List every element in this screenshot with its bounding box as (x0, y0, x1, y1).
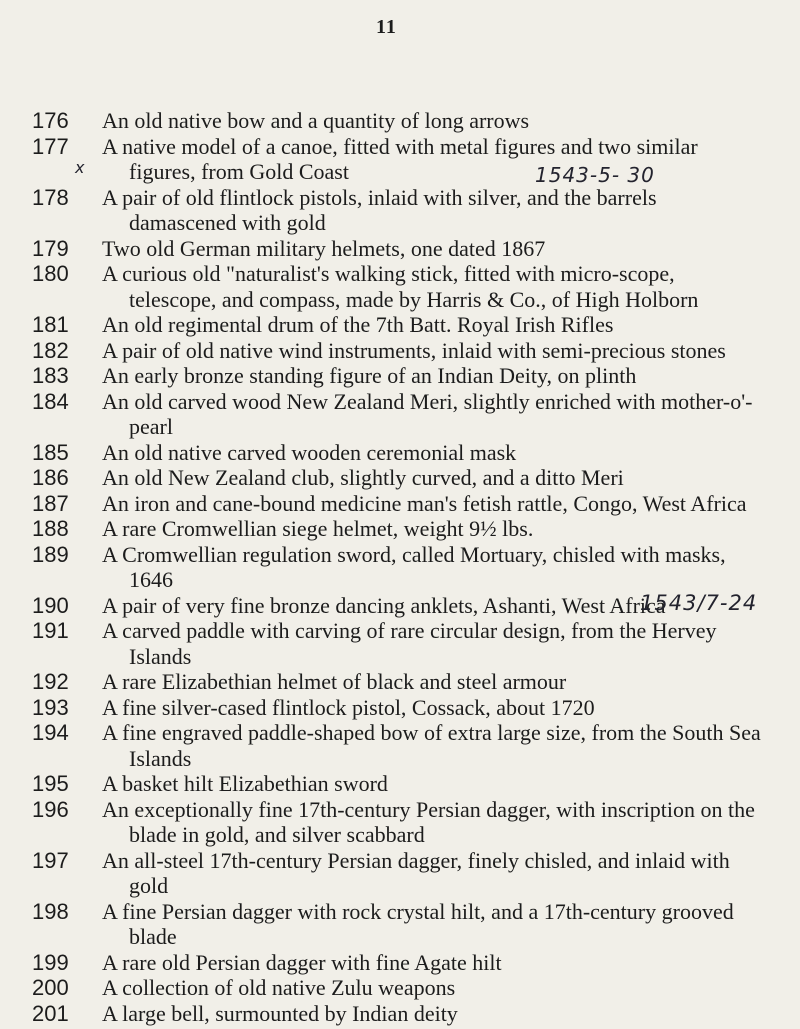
handwritten-mark: x (75, 158, 86, 177)
lot-number: 196 (32, 796, 69, 822)
lot-item (32, 261, 762, 312)
lot-number: 192 (32, 669, 69, 694)
handwritten-price-annotation: 1543/7-24 (640, 591, 758, 615)
lot-number: 183 (32, 363, 69, 388)
lot-description: An old native bow and a quantity of long arrows (102, 108, 530, 133)
lot-item (32, 950, 762, 976)
lot-number: 178 (32, 184, 69, 210)
lot-number: 180 (32, 261, 69, 286)
lot-description: A carved paddle with carving of rare circular design, from the Hervey Islands (102, 618, 717, 669)
lot-number: 182 (32, 337, 69, 363)
lot-number: 184 (32, 388, 69, 414)
lot-description: An old carved wood New Zealand Meri, slightly enriched with mother-o'-pearl (102, 388, 753, 439)
lot-description: A pair of old flintlock pistols, inlaid with silver, and the barrels damascened with gold (102, 184, 657, 235)
lot-item (32, 236, 762, 262)
lot-item (32, 669, 762, 695)
lot-item (32, 185, 762, 236)
lot-number: 195 (32, 771, 69, 796)
lot-number: 185 (32, 439, 69, 465)
lot-description: An old native carved wooden ceremonial mask (102, 439, 517, 465)
lot-item (32, 440, 762, 466)
lot-description: A pair of very fine bronze dancing anklets, Ashanti, West Africa (102, 592, 666, 618)
lot-description: A pair of old native wind instruments, inlaid with semi-precious stones (102, 337, 726, 363)
lot-description: A fine silver-cased flintlock pistol, Cossack, about 1720 (102, 694, 595, 720)
lot-item (32, 797, 762, 848)
lot-item (32, 771, 762, 797)
lot-number: 193 (32, 694, 69, 720)
lot-number: 188 (32, 516, 69, 541)
lot-description: An old New Zealand club, slightly curved, and a ditto Meri (102, 465, 624, 490)
lot-item (32, 848, 762, 899)
lot-description: A collection of old native Zulu weapons (102, 975, 456, 1000)
lot-number: 179 (32, 235, 69, 261)
lot-description: A Cromwellian regulation sword, called Mortuary, chisled with masks, 1646 (102, 541, 726, 592)
lot-description: A rare Cromwellian siege helmet, weight 9½ lbs. (102, 516, 534, 541)
lot-description: A basket hilt Elizabethian sword (102, 771, 388, 796)
lot-description: A curious old "naturalist's walking stick, fitted with micro-scope, telescope, and compass, made by Harris & Co., of High Holborn (102, 261, 699, 312)
lot-number: 200 (32, 975, 69, 1000)
lot-description: An all-steel 17th-century Persian dagger, finely chisled, and inlaid with gold (102, 847, 730, 898)
lot-item (32, 720, 762, 771)
lot-number: 181 (32, 312, 69, 337)
lot-number: 201 (32, 1000, 69, 1026)
lot-item (32, 975, 762, 1001)
lot-item (32, 542, 762, 593)
lot-description: An exceptionally fine 17th-century Persian dagger, with inscription on the blade in gold, and silver scabbard (102, 796, 755, 847)
lot-number: 186 (32, 465, 69, 490)
lot-number: 187 (32, 490, 69, 516)
lot-description: A rare old Persian dagger with fine Agate hilt (102, 949, 502, 975)
lot-number: 190 (32, 592, 69, 618)
lot-item (32, 465, 762, 491)
lot-item (32, 389, 762, 440)
lot-item (32, 1001, 762, 1027)
lot-number: 176 (32, 108, 69, 133)
lot-description: An old regimental drum of the 7th Batt. Royal Irish Rifles (102, 312, 614, 337)
lot-item (32, 363, 762, 389)
lot-description: A fine engraved paddle-shaped bow of extra large size, from the South Sea Islands (102, 720, 761, 771)
lot-item (32, 338, 762, 364)
lot-list (32, 108, 762, 1026)
lot-description: A native model of a canoe, fitted with metal figures and two similar figures, from Gold Coast (102, 133, 698, 184)
lot-item (32, 618, 762, 669)
lot-description: A rare Elizabethian helmet of black and steel armour (102, 669, 567, 694)
lot-item (32, 312, 762, 338)
lot-description: A fine Persian dagger with rock crystal hilt, and a 17th-century grooved blade (102, 898, 734, 949)
lot-number: 199 (32, 949, 69, 975)
lot-item (32, 516, 762, 542)
lot-description: A large bell, surmounted by Indian deity (102, 1000, 458, 1026)
lot-number: 191 (32, 618, 69, 643)
lot-item (32, 695, 762, 721)
lot-description: An early bronze standing figure of an Indian Deity, on plinth (102, 363, 637, 388)
lot-description: Two old German military helmets, one dated 1867 (102, 235, 546, 261)
lot-description: An iron and cane-bound medicine man's fetish rattle, Congo, West Africa (102, 490, 747, 516)
lot-number: 198 (32, 898, 69, 924)
lot-number: 189 (32, 541, 69, 567)
lot-item (32, 108, 762, 134)
lot-item (32, 491, 762, 517)
handwritten-price-annotation: 1543-5- 30 (535, 163, 655, 187)
lot-number: 197 (32, 847, 69, 873)
lot-number: 177 (32, 133, 69, 159)
page-number: 11 (376, 16, 397, 38)
lot-number: 194 (32, 720, 69, 745)
lot-item (32, 899, 762, 950)
